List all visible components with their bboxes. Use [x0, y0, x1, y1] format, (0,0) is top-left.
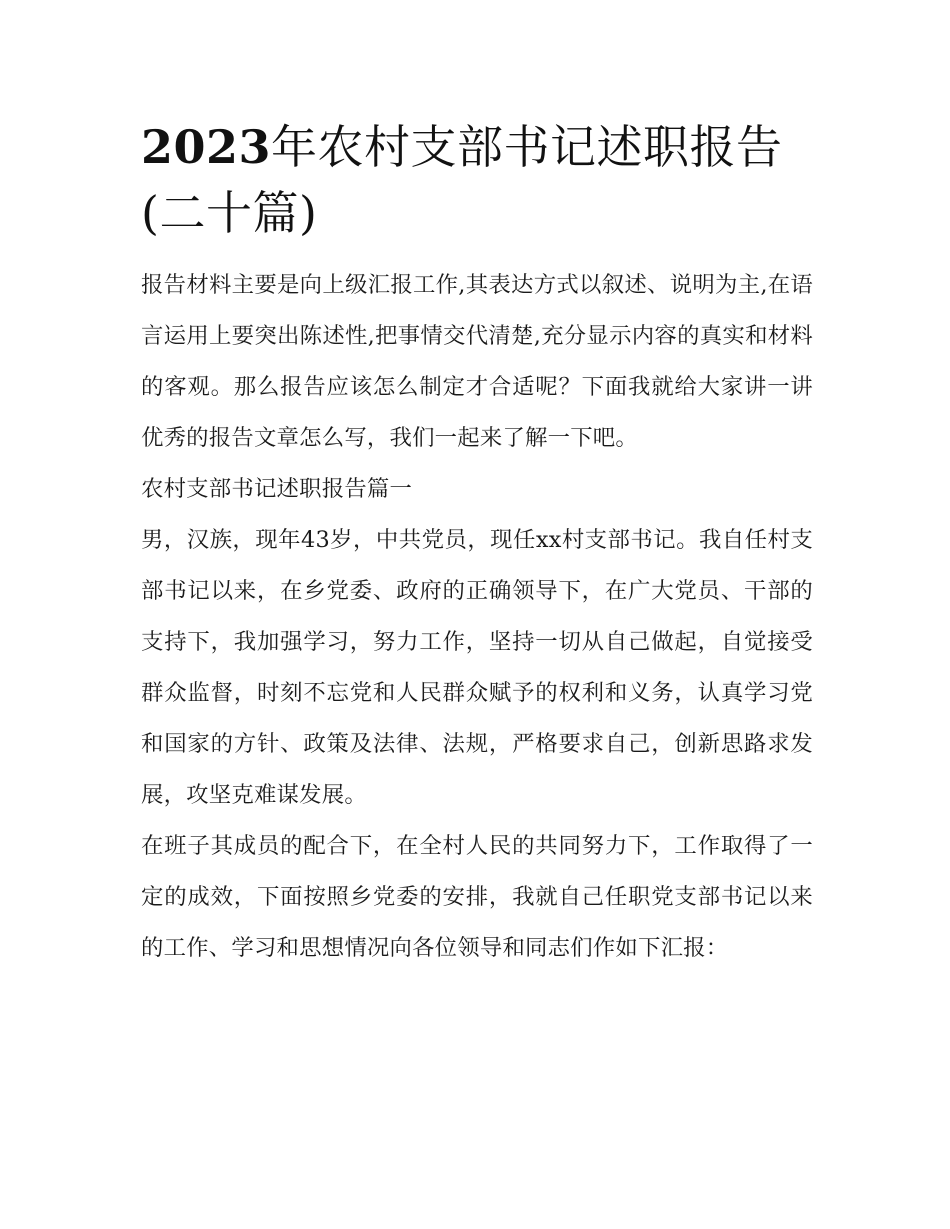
document-body: [141, 260, 813, 974]
body-paragraph: 男，汉族，现年43岁，中共党员，现任xx村支部书记。我自任村支部书记以来，在乡党委、政府的正确领导下，在广大党员、干部的支持下，我加强学习，努力工作，坚持一切从自己做起，自觉接受群众监督，时刻不忘党和人民群众赋予的权利和义务，认真学习党和国家的方针、政策及法律、法规，严格要求自己，创新思路求发展，攻坚克难谋发展。: [141, 527, 813, 808]
document-content: [141, 114, 813, 974]
intro-paragraph: 报告材料主要是向上级汇报工作,其表达方式以叙述、说明为主,在语言运用上要突出陈述性,把事情交代清楚,充分显示内容的真实和材料的客观。那么报告应该怎么制定才合适呢？下面我就给大家讲一讲优秀的报告文章怎么写，我们一起来了解一下吧。: [141, 272, 813, 451]
document-title: [141, 114, 813, 246]
body-paragraph: 在班子其成员的配合下，在全村人民的共同努力下，工作取得了一定的成效，下面按照乡党委的安排，我就自己任职党支部书记以来的工作、学习和思想情况向各位领导和同志们作如下汇报：: [141, 833, 813, 961]
title-year: 2023: [141, 120, 272, 174]
title-text: 年农村支部书记述职报告(二十篇): [141, 120, 783, 240]
section-heading: 农村支部书记述职报告篇一: [141, 476, 413, 502]
